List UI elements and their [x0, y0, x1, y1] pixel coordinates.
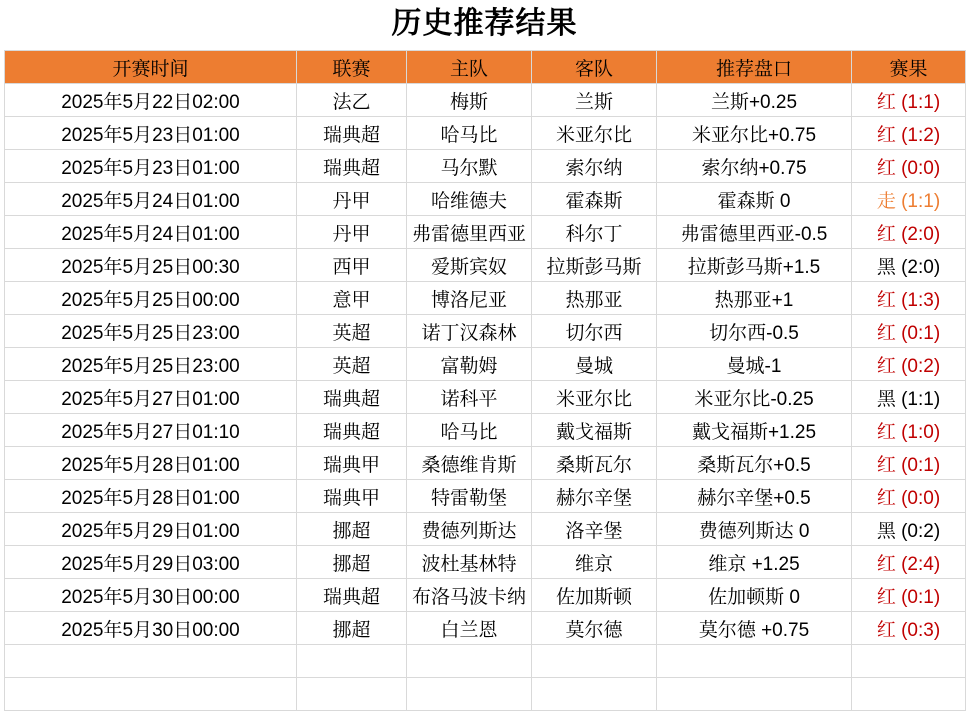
result-score: (2:0) [895, 256, 941, 278]
cell-home-team: 哈马比 [407, 117, 532, 150]
cell-result [852, 579, 966, 612]
cell-result [852, 282, 966, 315]
cell-away-team: 佐加斯顿 [532, 579, 657, 612]
cell-away-team: 洛辛堡 [532, 513, 657, 546]
empty-cell [657, 678, 852, 711]
column-header-away: 客队 [532, 51, 657, 84]
result-mark: 红 [876, 586, 896, 608]
status-badge [852, 186, 965, 213]
cell-away-team: 热那亚 [532, 282, 657, 315]
result-mark: 红 [876, 619, 896, 641]
empty-cell [532, 678, 657, 711]
table-row [5, 612, 966, 645]
empty-row [5, 678, 966, 711]
table-row [5, 150, 966, 183]
cell-recommended-line: 索尔纳+0.75 [657, 150, 852, 183]
cell-time: 2025年5月24日01:00 [5, 216, 297, 249]
table-row [5, 381, 966, 414]
status-badge [852, 87, 965, 114]
result-mark: 红 [876, 91, 896, 113]
cell-result [852, 612, 966, 645]
result-score: (1:1) [895, 190, 941, 212]
table-row [5, 315, 966, 348]
cell-league: 瑞典超 [297, 150, 407, 183]
table-row [5, 546, 966, 579]
cell-time: 2025年5月27日01:10 [5, 414, 297, 447]
column-header-result: 赛果 [852, 51, 966, 84]
empty-cell [532, 645, 657, 678]
cell-recommended-line: 霍森斯 0 [657, 183, 852, 216]
cell-result [852, 414, 966, 447]
table-row [5, 183, 966, 216]
cell-league: 英超 [297, 315, 407, 348]
cell-time: 2025年5月23日01:00 [5, 150, 297, 183]
empty-row [5, 645, 966, 678]
result-mark: 走 [876, 190, 896, 212]
cell-time: 2025年5月30日00:00 [5, 612, 297, 645]
result-score: (0:3) [895, 619, 941, 641]
result-score: (1:3) [895, 289, 941, 311]
cell-result [852, 447, 966, 480]
cell-league: 瑞典超 [297, 414, 407, 447]
status-badge [852, 417, 965, 444]
cell-time: 2025年5月25日00:30 [5, 249, 297, 282]
result-mark: 黑 [876, 256, 896, 278]
result-mark: 红 [876, 223, 896, 245]
result-score: (0:1) [895, 322, 941, 344]
status-badge [852, 549, 965, 576]
table-row [5, 348, 966, 381]
cell-result [852, 249, 966, 282]
status-badge [852, 615, 965, 642]
cell-time: 2025年5月28日01:00 [5, 480, 297, 513]
result-score: (1:1) [895, 388, 941, 410]
result-mark: 黑 [876, 520, 896, 542]
table-row [5, 579, 966, 612]
result-mark: 黑 [876, 388, 896, 410]
cell-recommended-line: 拉斯彭马斯+1.5 [657, 249, 852, 282]
cell-recommended-line: 切尔西-0.5 [657, 315, 852, 348]
page-title: 历史推荐结果 [391, 7, 578, 40]
cell-time: 2025年5月22日02:00 [5, 84, 297, 117]
cell-away-team: 曼城 [532, 348, 657, 381]
cell-result [852, 546, 966, 579]
cell-league: 瑞典超 [297, 117, 407, 150]
cell-result [852, 480, 966, 513]
empty-cell [297, 645, 407, 678]
result-mark: 红 [876, 355, 896, 377]
table-row [5, 84, 966, 117]
result-score: (0:1) [895, 586, 941, 608]
cell-league: 意甲 [297, 282, 407, 315]
cell-recommended-line: 佐加顿斯 0 [657, 579, 852, 612]
cell-away-team: 戴戈福斯 [532, 414, 657, 447]
result-score: (0:0) [895, 157, 941, 179]
result-mark: 红 [876, 124, 896, 146]
cell-result [852, 381, 966, 414]
table-row [5, 282, 966, 315]
column-header-line: 推荐盘口 [657, 51, 852, 84]
column-header-home: 主队 [407, 51, 532, 84]
cell-home-team: 弗雷德里西亚 [407, 216, 532, 249]
result-score: (2:0) [895, 223, 941, 245]
table-header [5, 51, 966, 84]
cell-time: 2025年5月25日23:00 [5, 348, 297, 381]
cell-recommended-line: 兰斯+0.25 [657, 84, 852, 117]
cell-league: 法乙 [297, 84, 407, 117]
cell-time: 2025年5月27日01:00 [5, 381, 297, 414]
status-badge [852, 483, 965, 510]
result-mark: 红 [876, 289, 896, 311]
cell-recommended-line: 弗雷德里西亚-0.5 [657, 216, 852, 249]
cell-time: 2025年5月28日01:00 [5, 447, 297, 480]
cell-home-team: 爱斯宾奴 [407, 249, 532, 282]
cell-away-team: 索尔纳 [532, 150, 657, 183]
cell-league: 瑞典超 [297, 579, 407, 612]
cell-league: 挪超 [297, 546, 407, 579]
result-score: (1:0) [895, 421, 941, 443]
cell-league: 挪超 [297, 513, 407, 546]
empty-cell [297, 678, 407, 711]
table-row [5, 447, 966, 480]
result-mark: 红 [876, 553, 896, 575]
cell-result [852, 117, 966, 150]
cell-away-team: 米亚尔比 [532, 381, 657, 414]
cell-away-team: 拉斯彭马斯 [532, 249, 657, 282]
cell-home-team: 梅斯 [407, 84, 532, 117]
cell-recommended-line: 热那亚+1 [657, 282, 852, 315]
cell-home-team: 特雷勒堡 [407, 480, 532, 513]
result-score: (1:2) [895, 124, 941, 146]
cell-time: 2025年5月29日03:00 [5, 546, 297, 579]
result-score: (0:2) [895, 355, 941, 377]
cell-result [852, 84, 966, 117]
status-badge [852, 384, 965, 411]
cell-home-team: 桑德维肯斯 [407, 447, 532, 480]
cell-recommended-line: 桑斯瓦尔+0.5 [657, 447, 852, 480]
result-score: (0:1) [895, 454, 941, 476]
cell-recommended-line: 费德列斯达 0 [657, 513, 852, 546]
cell-time: 2025年5月29日01:00 [5, 513, 297, 546]
cell-away-team: 桑斯瓦尔 [532, 447, 657, 480]
cell-time: 2025年5月25日00:00 [5, 282, 297, 315]
cell-league: 挪超 [297, 612, 407, 645]
status-badge [852, 516, 965, 543]
cell-home-team: 诺丁汉森林 [407, 315, 532, 348]
cell-away-team: 米亚尔比 [532, 117, 657, 150]
cell-league: 瑞典超 [297, 381, 407, 414]
status-badge [852, 219, 965, 246]
empty-cell [5, 645, 297, 678]
cell-home-team: 富勒姆 [407, 348, 532, 381]
status-badge [852, 153, 965, 180]
cell-result [852, 513, 966, 546]
cell-result [852, 315, 966, 348]
cell-away-team: 莫尔德 [532, 612, 657, 645]
empty-cell [5, 678, 297, 711]
empty-cell [407, 645, 532, 678]
table-body [5, 84, 966, 711]
history-results-table [4, 50, 966, 711]
cell-time: 2025年5月25日23:00 [5, 315, 297, 348]
result-mark: 红 [876, 487, 896, 509]
cell-recommended-line: 赫尔辛堡+0.5 [657, 480, 852, 513]
status-badge [852, 351, 965, 378]
cell-away-team: 科尔丁 [532, 216, 657, 249]
status-badge [852, 252, 965, 279]
cell-home-team: 哈维德夫 [407, 183, 532, 216]
cell-league: 瑞典甲 [297, 447, 407, 480]
cell-result [852, 216, 966, 249]
result-score: (0:2) [895, 520, 941, 542]
cell-home-team: 费德列斯达 [407, 513, 532, 546]
cell-home-team: 诺科平 [407, 381, 532, 414]
table-row [5, 117, 966, 150]
cell-recommended-line: 戴戈福斯+1.25 [657, 414, 852, 447]
cell-result [852, 150, 966, 183]
cell-result [852, 183, 966, 216]
status-badge [852, 450, 965, 477]
cell-recommended-line: 米亚尔比-0.25 [657, 381, 852, 414]
result-score: (1:1) [895, 91, 941, 113]
empty-cell [407, 678, 532, 711]
table-row [5, 414, 966, 447]
cell-recommended-line: 莫尔德 +0.75 [657, 612, 852, 645]
cell-home-team: 博洛尼亚 [407, 282, 532, 315]
cell-away-team: 霍森斯 [532, 183, 657, 216]
empty-cell [657, 645, 852, 678]
cell-league: 瑞典甲 [297, 480, 407, 513]
result-score: (0:0) [895, 487, 941, 509]
cell-time: 2025年5月23日01:00 [5, 117, 297, 150]
cell-league: 丹甲 [297, 183, 407, 216]
cell-league: 英超 [297, 348, 407, 381]
cell-league: 丹甲 [297, 216, 407, 249]
cell-away-team: 维京 [532, 546, 657, 579]
status-badge [852, 120, 965, 147]
status-badge [852, 285, 965, 312]
cell-home-team: 波杜基林特 [407, 546, 532, 579]
cell-result [852, 348, 966, 381]
result-mark: 红 [876, 454, 896, 476]
cell-time: 2025年5月24日01:00 [5, 183, 297, 216]
table-row [5, 249, 966, 282]
result-mark: 红 [876, 322, 896, 344]
column-header-league: 联赛 [297, 51, 407, 84]
cell-home-team: 白兰恩 [407, 612, 532, 645]
cell-home-team: 马尔默 [407, 150, 532, 183]
result-mark: 红 [876, 421, 896, 443]
table-row [5, 216, 966, 249]
table-row [5, 480, 966, 513]
cell-recommended-line: 米亚尔比+0.75 [657, 117, 852, 150]
status-badge [852, 582, 965, 609]
cell-home-team: 布洛马波卡纳 [407, 579, 532, 612]
cell-league: 西甲 [297, 249, 407, 282]
result-score: (2:4) [895, 553, 941, 575]
column-header-time: 开赛时间 [5, 51, 297, 84]
cell-home-team: 哈马比 [407, 414, 532, 447]
cell-away-team: 赫尔辛堡 [532, 480, 657, 513]
status-badge [852, 318, 965, 345]
empty-cell [852, 645, 966, 678]
cell-time: 2025年5月30日00:00 [5, 579, 297, 612]
empty-cell [852, 678, 966, 711]
cell-away-team: 兰斯 [532, 84, 657, 117]
cell-recommended-line: 曼城-1 [657, 348, 852, 381]
result-mark: 红 [876, 157, 896, 179]
table-row [5, 513, 966, 546]
cell-recommended-line: 维京 +1.25 [657, 546, 852, 579]
cell-away-team: 切尔西 [532, 315, 657, 348]
header-row [5, 51, 966, 84]
